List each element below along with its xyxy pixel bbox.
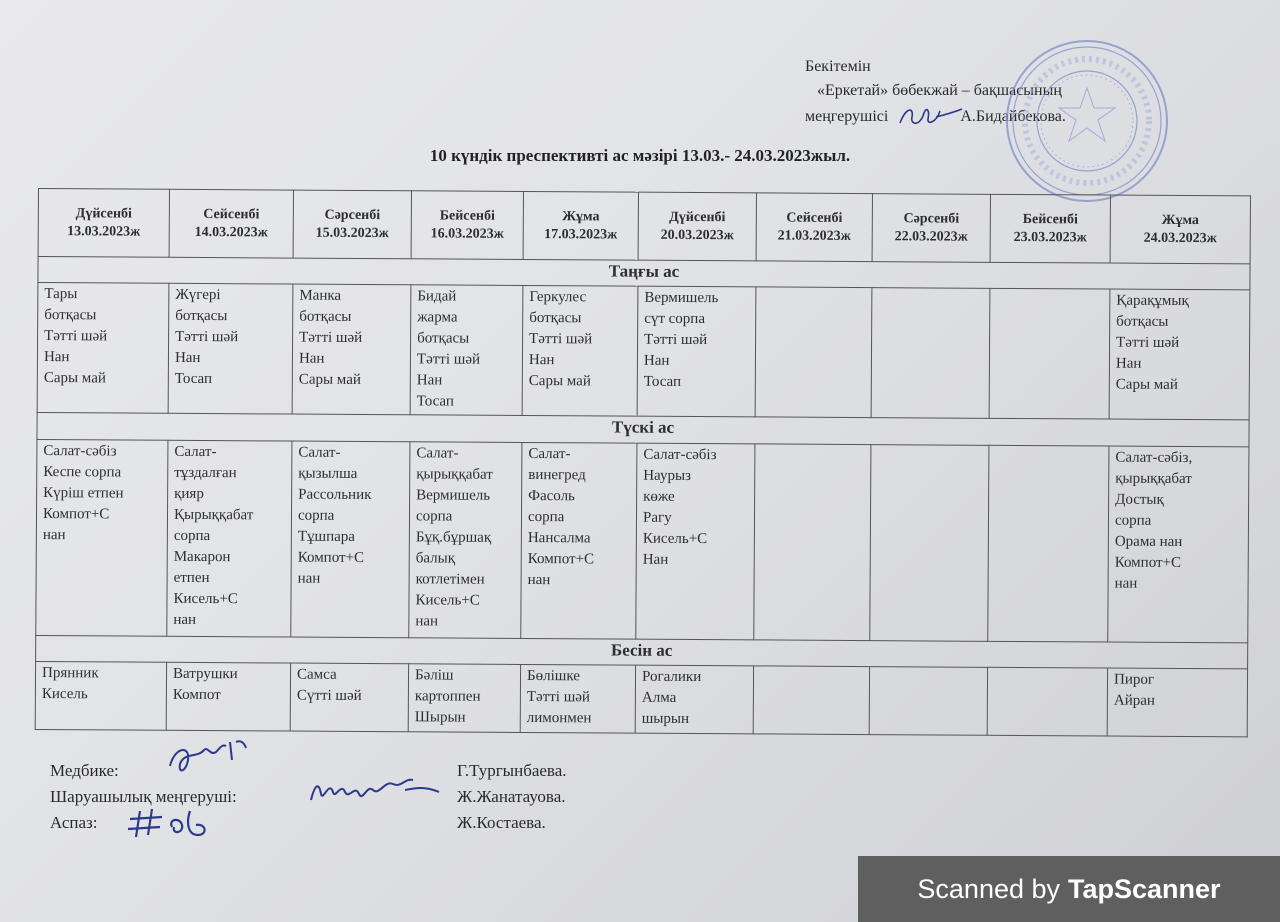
scanner-brand: TapScanner bbox=[1068, 873, 1221, 904]
day-header: Дүйсенбі 13.03.2023ж bbox=[38, 189, 169, 258]
signature-name: Г.Тургынбаева. bbox=[457, 761, 567, 780]
lunch-title: Түскі ас bbox=[37, 413, 1249, 447]
signature-role: Шаруашылық меңгеруші: bbox=[50, 787, 237, 806]
menu-cell: Салат- қызылша Рассольник сорпа Тұшпара Компот+С нан bbox=[291, 441, 410, 638]
menu-cell bbox=[753, 666, 869, 735]
signature-name: Ж.Жанатауова. bbox=[457, 787, 566, 806]
signature-role: Медбике: bbox=[50, 761, 119, 780]
menu-cell bbox=[989, 289, 1110, 420]
menu-cell: Салат-сәбіз Наурыз көже Рагу Кисель+С Нан bbox=[636, 443, 755, 640]
menu-cell: Жүгері ботқасы Тәтті шәй Нан Тосап bbox=[168, 284, 293, 415]
day-header: Сейсенбі 21.03.2023ж bbox=[756, 193, 872, 262]
document-title: 10 күндік преспективті ас мәзірі 13.03.- 24.03.2023жыл. bbox=[429, 146, 851, 165]
menu-cell: Манка ботқасы Тәтті шәй Нан Сары май bbox=[292, 284, 411, 415]
scanner-watermark bbox=[858, 856, 1280, 922]
approval-kindergarten: «Еркетай» бөбекжай – бақшасының bbox=[817, 82, 1062, 99]
approval-director-name: А.Бидайбекова. bbox=[960, 108, 1066, 125]
menu-cell: Самса Сүтті шәй bbox=[290, 663, 408, 732]
director-signature bbox=[896, 103, 966, 131]
day-header: Жұма 17.03.2023ж bbox=[523, 191, 638, 260]
day-header: Сәрсенбі 22.03.2023ж bbox=[872, 194, 990, 263]
menu-cell bbox=[755, 287, 872, 418]
approval-director-label: меңгерушісі bbox=[805, 108, 889, 125]
menu-cell: Салат- винегред Фасоль сорпа Нансалма Компот+С нан bbox=[521, 442, 637, 639]
signature-role: Аспаз: bbox=[50, 813, 98, 832]
official-stamp bbox=[1004, 38, 1170, 204]
menu-cell: Ватрушки Компот bbox=[166, 662, 290, 731]
day-header: Бейсенбі 16.03.2023ж bbox=[411, 191, 523, 260]
days-header-row bbox=[38, 189, 1250, 264]
breakfast-title: Таңғы ас bbox=[38, 257, 1250, 291]
menu-cell: Салат- қырыққабат Вермишель сорпа Бұқ.бұршақ балық котлетімен Кисель+С нан bbox=[409, 441, 522, 638]
snack-row bbox=[35, 661, 1247, 736]
day-header: Бейсенбі 23.03.2023ж bbox=[990, 194, 1110, 263]
menu-cell: Геркулес ботқасы Тәтті шәй Нан Сары май bbox=[522, 286, 638, 417]
menu-cell bbox=[869, 667, 987, 736]
menu-cell: Бәліш картоппен Шырын bbox=[408, 664, 520, 733]
menu-cell bbox=[988, 445, 1109, 642]
menu-cell: Бидай жарма ботқасы Тәтті шәй Нан Тосап bbox=[410, 285, 523, 416]
menu-cell: Рогалики Алма шырын bbox=[635, 665, 753, 734]
menu-cell bbox=[754, 444, 871, 641]
menu-table bbox=[35, 188, 1251, 737]
day-header: Дүйсенбі 20.03.2023ж bbox=[638, 192, 756, 261]
day-header: Жұма 24.03.2023ж bbox=[1110, 195, 1250, 264]
menu-cell: Салат- тұздалған қияр Қырыққабат сорпа Макарон етпен Кисель+С нан bbox=[167, 440, 292, 637]
lunch-row bbox=[36, 439, 1249, 642]
manager-signature bbox=[305, 770, 445, 808]
scanner-prefix: Scanned by bbox=[917, 873, 1061, 904]
snack-title: Бесін ас bbox=[36, 635, 1248, 669]
menu-cell: Тары ботқасы Тәтті шәй Нан Сары май bbox=[37, 283, 169, 414]
menu-cell: Салат-сәбіз Кеспе сорпа Күріш етпен Компот+С нан bbox=[36, 439, 168, 636]
signature-name: Ж.Костаева. bbox=[457, 813, 546, 832]
menu-cell bbox=[871, 288, 990, 419]
breakfast-row bbox=[37, 283, 1250, 420]
menu-cell: Прянник Кисель bbox=[35, 661, 166, 730]
menu-cell: Қарақұмық ботқасы Тәтті шәй Нан Сары май bbox=[1109, 289, 1250, 420]
cook-signature bbox=[128, 805, 223, 841]
menu-cell: Вермишель сүт сорпа Тәтті шәй Нан Тосап bbox=[637, 286, 756, 417]
menu-cell: Пирог Айран bbox=[1107, 668, 1247, 737]
menu-cell bbox=[987, 667, 1107, 736]
menu-cell bbox=[870, 444, 989, 641]
menu-cell: Салат-сәбіз, қырыққабат Достық сорпа Орама нан Компот+С нан bbox=[1108, 446, 1249, 643]
day-header: Сейсенбі 14.03.2023ж bbox=[169, 189, 293, 258]
approval-heading: Бекітемін bbox=[805, 58, 871, 75]
nurse-signature bbox=[160, 738, 260, 778]
menu-cell: Бөлішке Тәтті шәй лимонмен bbox=[520, 664, 635, 733]
day-header: Сәрсенбі 15.03.2023ж bbox=[293, 190, 411, 259]
